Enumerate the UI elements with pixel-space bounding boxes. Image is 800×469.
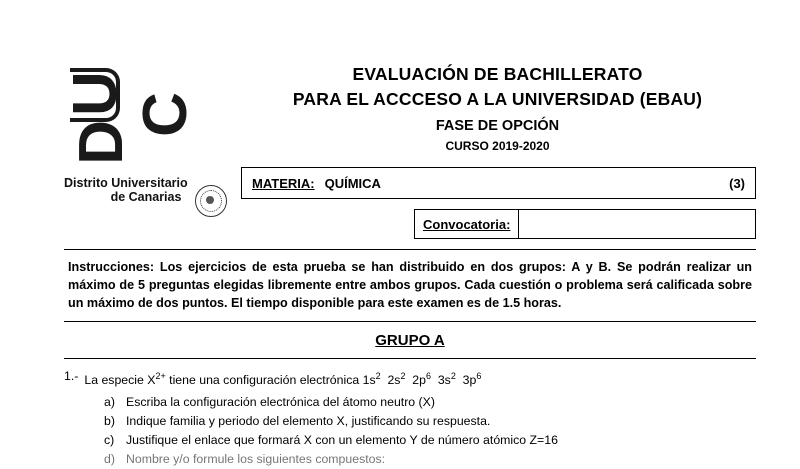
materia-value: QUÍMICA xyxy=(324,175,381,191)
subitem-text: Escriba la configuración electrónica del átomo neutro (X) xyxy=(126,395,435,410)
materia-code: (3) xyxy=(729,175,745,191)
convocatoria-input[interactable] xyxy=(519,210,755,238)
question-1-subitems xyxy=(64,393,756,467)
subtitle-fase: FASE DE OPCIÓN xyxy=(435,118,560,134)
convocatoria-label: Convocatoria: xyxy=(415,210,519,238)
seal-icon xyxy=(195,185,227,217)
subitem-text: Justifique el enlace que formará X con un elemento Y de número atómico Z=16 xyxy=(126,433,558,448)
list-item xyxy=(104,393,756,412)
question-1 xyxy=(64,367,756,390)
logo-caption-line2: de Canarias xyxy=(110,190,182,204)
list-item xyxy=(104,431,756,450)
materia-field xyxy=(241,167,756,199)
university-logo xyxy=(61,58,239,223)
logo-caption-line1: Distrito Universitario xyxy=(64,176,188,190)
subitem-letter: b) xyxy=(104,414,115,429)
materia-label: MATERIA: xyxy=(252,175,315,191)
group-a-band xyxy=(64,322,756,359)
exam-document xyxy=(61,58,756,467)
subitem-text: Indique familia y periodo del elemento X, justificando su respuesta. xyxy=(126,414,491,429)
question-1-number: 1.- xyxy=(64,369,79,383)
question-1-text: La especie $X^{2+}$ tiene una configuración electrónica $1s^2$ $2s^2$ $2p^6$ $3s^2$ $3p^6$ xyxy=(84,371,482,388)
header-titles xyxy=(239,58,756,239)
questions-list xyxy=(64,359,756,467)
duc-logo-mark: DUC xyxy=(70,56,190,176)
convocatoria-row xyxy=(241,209,756,239)
title-line-2: PARA EL ACCCESO A LA UNIVERSIDAD (EBAU) xyxy=(292,89,703,109)
subitem-text: Nombre y/o formule los siguientes compuestos: xyxy=(126,452,386,467)
group-a-title: GRUPO A xyxy=(375,331,445,349)
subitem-letter: d) xyxy=(104,452,115,467)
title-line-1: EVALUACIÓN DE BACHILLERATO xyxy=(352,64,643,84)
subitem-letter: c) xyxy=(104,433,115,448)
instructions-block: Instrucciones: Los ejercicios de esta prueba se han distribuido en dos grupos: A y B. Se podrán realizar un máximo de 5 preguntas elegidas libremente entre ambos grupos. Cada cuestión o problema será calificada sobre un máximo de dos puntos. El tiempo disponible para este examen es de 1.5 horas. xyxy=(64,249,756,322)
subitem-letter: a) xyxy=(104,395,115,410)
convocatoria-field xyxy=(414,209,756,239)
course-year: CURSO 2019-2020 xyxy=(445,139,550,153)
list-item-clipped xyxy=(104,450,756,467)
list-item xyxy=(104,412,756,431)
document-header xyxy=(61,58,756,239)
